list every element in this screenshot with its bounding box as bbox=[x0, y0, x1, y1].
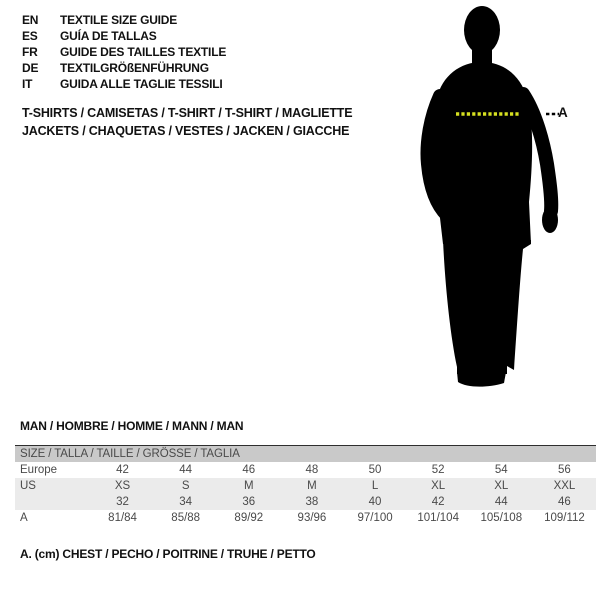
table-cell: 56 bbox=[558, 464, 571, 476]
table-cell: 44 bbox=[179, 464, 193, 476]
table-cell: 81/84 bbox=[108, 512, 137, 524]
table-cell: 34 bbox=[179, 496, 193, 508]
table-cell: 36 bbox=[242, 496, 256, 508]
table-cell: 38 bbox=[305, 496, 319, 508]
silhouette-shoe bbox=[457, 372, 506, 387]
silhouette-right-hand bbox=[542, 207, 558, 233]
table-cell: 42 bbox=[116, 464, 129, 476]
table-cell: 97/100 bbox=[357, 512, 393, 524]
language-row bbox=[22, 76, 226, 92]
table-cell: XS bbox=[114, 480, 131, 492]
language-title: TEXTILE SIZE GUIDE bbox=[60, 13, 178, 27]
row-label: US bbox=[20, 480, 36, 492]
table-cell: 109/112 bbox=[544, 512, 585, 524]
language-code: EN bbox=[22, 13, 39, 27]
section-title-man: MAN / HOMBRE / HOMME / MANN / MAN bbox=[20, 419, 244, 433]
table-cell: 44 bbox=[494, 496, 508, 508]
language-title: GUIDE DES TAILLES TEXTILE bbox=[60, 45, 227, 59]
table-cell: 54 bbox=[494, 464, 508, 476]
table-cell: XL bbox=[494, 480, 509, 492]
table-row-us bbox=[15, 478, 596, 494]
language-code: DE bbox=[22, 61, 39, 75]
table-cell: 89/92 bbox=[234, 512, 264, 524]
language-title: TEXTILGRÖßENFÜHRUNG bbox=[60, 61, 209, 75]
table-row-us-numeric bbox=[15, 494, 596, 510]
measure-footnote: A. (cm) CHEST / PECHO / POITRINE / TRUHE / PETTO bbox=[20, 547, 316, 561]
row-label: A bbox=[20, 512, 28, 524]
size-table bbox=[15, 445, 596, 526]
table-header-row bbox=[15, 446, 596, 462]
language-title: GUIDA ALLE TAGLIE TESSILI bbox=[60, 77, 223, 91]
silhouette-legs bbox=[443, 240, 531, 374]
table-cell: 85/88 bbox=[171, 512, 201, 524]
category-line-jackets: JACKETS / CHAQUETAS / VESTES / JACKEN / GIACCHE bbox=[22, 124, 350, 138]
table-cell: L bbox=[371, 480, 379, 492]
table-cell: 93/96 bbox=[297, 512, 327, 524]
language-code: ES bbox=[22, 29, 38, 43]
language-row bbox=[22, 60, 226, 76]
measure-label-a: A bbox=[558, 105, 568, 120]
table-cell: 40 bbox=[368, 496, 382, 508]
language-row bbox=[22, 44, 226, 60]
table-cell: 32 bbox=[116, 496, 129, 508]
table-cell: S bbox=[181, 480, 190, 492]
table-cell: XXL bbox=[553, 480, 576, 492]
language-code: FR bbox=[22, 45, 38, 59]
table-row-chest-cm bbox=[15, 510, 596, 526]
table-cell: 46 bbox=[242, 464, 256, 476]
language-list bbox=[22, 12, 226, 92]
table-cell: 48 bbox=[305, 464, 319, 476]
table-cell: M bbox=[244, 480, 254, 492]
table-cell: 42 bbox=[431, 496, 445, 508]
table-cell: 52 bbox=[431, 464, 445, 476]
table-header-label: SIZE / TALLA / TAILLE / GRÖSSE / TAGLIA bbox=[20, 448, 240, 460]
table-cell: 105/108 bbox=[480, 512, 523, 524]
table-cell: XL bbox=[431, 480, 446, 492]
table-cell: M bbox=[307, 480, 317, 492]
language-row bbox=[22, 28, 226, 44]
language-title: GUÍA DE TALLAS bbox=[60, 29, 157, 43]
language-row bbox=[22, 12, 226, 28]
language-code: IT bbox=[22, 77, 33, 91]
table-row-europe bbox=[15, 462, 596, 478]
table-cell: 46 bbox=[558, 496, 571, 508]
garment-categories bbox=[22, 104, 352, 140]
table-cell: 101/104 bbox=[417, 512, 459, 524]
table-cell: 50 bbox=[368, 464, 382, 476]
man-silhouette bbox=[420, 4, 570, 392]
row-label: Europe bbox=[20, 464, 58, 476]
category-line-tshirts: T-SHIRTS / CAMISETAS / T-SHIRT / T-SHIRT / MAGLIETTE bbox=[22, 106, 353, 120]
